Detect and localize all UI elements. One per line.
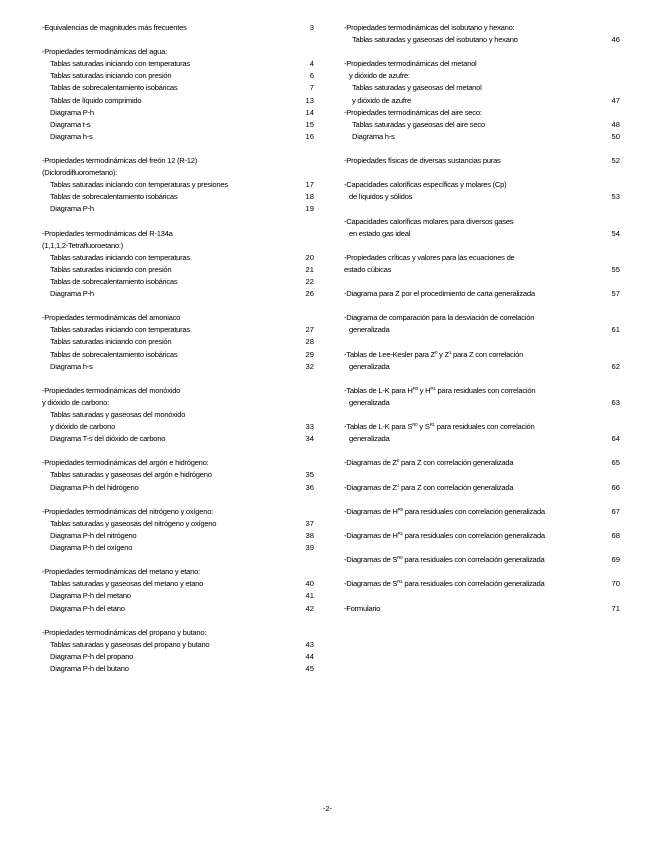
- toc-entry-text: Tablas saturadas iniciando con temperaturas y presiones: [50, 180, 228, 190]
- toc-entry-page: 20: [305, 252, 314, 262]
- toc-entry: [344, 578, 620, 590]
- toc-entry-text: Diagrama P-h: [50, 289, 94, 299]
- spacer: [42, 554, 314, 566]
- spacer: [344, 143, 620, 155]
- toc-entry: [344, 179, 620, 191]
- toc-entry: [42, 349, 314, 361]
- toc-entry-text: Tablas saturadas iniciando con temperaturas: [50, 252, 190, 262]
- toc-entry-text: -Diagramas de $S^{R0}$ para residuales con correlación generalizada: [344, 555, 545, 565]
- toc-entry-page: 18: [305, 192, 314, 202]
- toc-entry: [344, 264, 620, 276]
- toc-entry-text: -Propiedades termodinámicas del argón e hidrógeno:: [42, 458, 209, 468]
- toc-entry-text: -Propiedades termodinámicas del nitrógeno y oxígeno:: [42, 506, 214, 516]
- toc-entry-text: Tablas saturadas y gaseosas del monóxido: [50, 410, 186, 419]
- toc-entry-page: 17: [305, 180, 314, 190]
- toc-entry-page: 32: [305, 361, 314, 371]
- toc-entry: [344, 82, 620, 94]
- spacer: [344, 590, 620, 602]
- toc-entry-page: 40: [305, 579, 314, 589]
- toc-entry-text: Diagrama h-s: [50, 131, 93, 141]
- toc-entry-page: 28: [305, 337, 314, 347]
- toc-entry-text: Diagrama P-h del butano: [50, 663, 129, 673]
- toc-entry: [42, 603, 314, 615]
- spacer: [344, 469, 620, 481]
- toc-entry-text: Tablas saturadas iniciando con presión: [50, 264, 172, 274]
- toc-entry: [42, 324, 314, 336]
- toc-entry-page: 39: [305, 543, 314, 553]
- toc-entry-text: Diagrama h-s: [50, 361, 93, 371]
- spacer: [344, 445, 620, 457]
- toc-entry: [42, 46, 314, 58]
- toc-entry: [42, 469, 314, 481]
- toc-entry-text: -Propiedades termodinámicas del amoniaco: [42, 313, 181, 323]
- toc-entry-text: -Propiedades termodinámicas del metanol: [344, 59, 477, 69]
- spacer: [42, 445, 314, 457]
- toc-entry-text: Tablas saturadas y gaseosas del metanol: [352, 83, 482, 93]
- toc-entry: [344, 397, 620, 409]
- toc-entry-text: -Diagramas de $H^{R1}$ para residuales con correlación generalizada: [344, 530, 545, 540]
- toc-entry-page: 26: [305, 289, 314, 299]
- toc-entry-page: 48: [611, 119, 620, 129]
- toc-entry-text: -Tablas de L-K para $S^{R0}$ y $S^{R1}$ para residuales con correlación: [344, 422, 535, 432]
- toc-entry-text: generalizada: [349, 434, 390, 444]
- toc-entry: [42, 95, 314, 107]
- toc-entry-text: -Propiedades termodinámicas del aire seco:: [344, 107, 482, 117]
- toc-entry-text: Tablas saturadas y gaseosas del argón e hidrógeno: [50, 470, 212, 480]
- toc-entry-text: Tablas saturadas iniciando con temperaturas: [50, 59, 190, 69]
- toc-entry: [344, 385, 620, 397]
- toc-entry: [344, 228, 620, 240]
- spacer: [344, 518, 620, 530]
- toc-entry-page: 6: [309, 71, 314, 81]
- toc-entry-text: estado cúbicas: [344, 264, 392, 274]
- toc-entry: [42, 58, 314, 70]
- toc-entry-text: -Tablas de L-K para $H^{R0}$ y $H^{R1}$ para residuales con correlación: [344, 385, 536, 395]
- toc-entry: [42, 228, 314, 240]
- toc-entry-page: 16: [305, 131, 314, 141]
- toc-entry-page: 63: [611, 397, 620, 407]
- toc-entry: [42, 167, 314, 179]
- toc-right-column: [344, 22, 620, 615]
- toc-entry-text: -Propiedades físicas de diversas sustancias puras: [344, 156, 501, 166]
- toc-entry-text: -Propiedades termodinámicas del monóxido: [42, 385, 181, 395]
- toc-entry: [42, 240, 314, 252]
- toc-entry-text: Tablas saturadas y gaseosas del aire seco: [352, 119, 485, 129]
- toc-entry: [344, 119, 620, 131]
- toc-entry-text: Tablas saturadas iniciando con presión: [50, 337, 172, 347]
- toc-entry-text: Diagrama t-s: [50, 119, 91, 129]
- toc-entry: [344, 361, 620, 373]
- toc-entry: [344, 107, 620, 119]
- toc-entry: [42, 191, 314, 203]
- toc-entry-text: Diagrama P-h del etano: [50, 603, 125, 613]
- spacer: [42, 373, 314, 385]
- toc-entry-page: 57: [611, 289, 620, 299]
- toc-entry-text: -Propiedades termodinámicas del freón 12 (R-12): [42, 156, 197, 166]
- toc-entry-page: 47: [611, 95, 620, 105]
- toc-entry: [42, 506, 314, 518]
- toc-entry-page: 42: [305, 603, 314, 613]
- toc-entry: [42, 385, 314, 397]
- toc-entry: [344, 421, 620, 433]
- toc-entry: [344, 288, 620, 300]
- toc-entry-text: Diagrama h-s: [352, 131, 395, 141]
- toc-entry-page: 38: [305, 530, 314, 540]
- toc-entry: [344, 34, 620, 46]
- spacer: [42, 34, 314, 46]
- page-number: -2-: [322, 804, 333, 813]
- toc-entry-text: Diagrama P-h del oxígeno: [50, 543, 133, 553]
- spacer: [344, 409, 620, 421]
- toc-entry: [42, 530, 314, 542]
- toc-entry-page: 4: [309, 59, 314, 69]
- spacer: [344, 566, 620, 578]
- toc-entry-page: 33: [305, 422, 314, 432]
- toc-entry: [42, 119, 314, 131]
- toc-entry: [42, 542, 314, 554]
- toc-entry-text: Tablas saturadas iniciando con presión: [50, 71, 172, 81]
- toc-entry: [42, 518, 314, 530]
- toc-entry: [42, 22, 314, 34]
- toc-entry-text: Diagrama P-h del propano: [50, 651, 134, 661]
- spacer: [344, 46, 620, 58]
- toc-entry: [344, 312, 620, 324]
- toc-entry-text: Diagrama T-s del dióxido de carbono: [50, 434, 166, 444]
- toc-entry-text: -Tablas de Lee-Kesler para $Z^0$ y $Z^1$ para Z con correlación: [344, 349, 524, 359]
- toc-entry-page: 41: [305, 591, 314, 601]
- toc-entry-page: 52: [611, 156, 620, 166]
- toc-entry-page: 14: [305, 107, 314, 117]
- toc-entry: [344, 506, 620, 518]
- spacer: [42, 494, 314, 506]
- spacer: [344, 276, 620, 288]
- toc-entry-text: -Propiedades críticas y valores para las ecuaciones de: [344, 252, 515, 262]
- toc-entry: [344, 530, 620, 542]
- toc-entry-text: y dióxido de carbono: [50, 422, 116, 432]
- toc-entry-text: -Propiedades termodinámicas del propano y butano:: [42, 627, 207, 637]
- spacer: [42, 143, 314, 155]
- toc-entry-page: 55: [611, 264, 620, 274]
- toc-entry-text: y dióxido de carbono:: [42, 397, 109, 407]
- toc-entry-text: -Formulario: [344, 603, 381, 613]
- toc-entry-page: 29: [305, 349, 314, 359]
- toc-entry-text: Tablas saturadas y gaseosas del nitrógeno y oxígeno: [50, 518, 217, 528]
- toc-entry-text: Diagrama P-h del metano: [50, 591, 131, 601]
- toc-entry-page: 36: [305, 482, 314, 492]
- toc-entry-page: 27: [305, 325, 314, 335]
- toc-entry-page: 46: [611, 35, 620, 45]
- toc-entry: [42, 107, 314, 119]
- toc-entry-page: 66: [611, 482, 620, 492]
- toc-entry: [344, 216, 620, 228]
- toc-entry-page: 71: [611, 603, 620, 613]
- toc-entry: [42, 639, 314, 651]
- toc-entry-text: -Diagramas de $S^{R1}$ para residuales con correlación generalizada: [344, 579, 545, 589]
- toc-entry-text: -Capacidades caloríficas molares para diversos gases: [344, 216, 514, 226]
- spacer: [344, 494, 620, 506]
- toc-entry-text: -Propiedades termodinámicas del R-134a: [42, 228, 173, 238]
- toc-entry-page: 50: [611, 131, 620, 141]
- toc-entry-text: y dióxido de azufre:: [349, 71, 410, 81]
- toc-entry-page: 7: [309, 83, 314, 93]
- toc-entry-page: 13: [305, 95, 314, 105]
- spacer: [42, 216, 314, 228]
- toc-entry-text: Tablas de sobrecalentamiento isobáricas: [50, 192, 178, 202]
- toc-entry-text: de líquidos y sólidos: [349, 192, 413, 202]
- toc-entry-page: 65: [611, 458, 620, 468]
- toc-entry: [344, 58, 620, 70]
- spacer: [42, 615, 314, 627]
- toc-entry: [344, 554, 620, 566]
- toc-entry-text: Tablas saturadas y gaseosas del isobutano y hexano: [352, 35, 518, 45]
- toc-entry: [42, 651, 314, 663]
- toc-entry-text: Tablas saturadas y gaseosas del metano y etano: [50, 579, 204, 589]
- toc-entry: [344, 457, 620, 469]
- toc-entry-page: 21: [305, 264, 314, 274]
- spacer: [344, 373, 620, 385]
- toc-entry: [42, 155, 314, 167]
- toc-entry-text: Diagrama P-h: [50, 204, 94, 214]
- toc-entry-page: 64: [611, 434, 620, 444]
- toc-entry: [344, 95, 620, 107]
- toc-entry-text: -Diagramas de $Z^1$ para Z con correlación generalizada: [344, 482, 514, 492]
- spacer: [344, 300, 620, 312]
- toc-entry-page: 61: [611, 325, 620, 335]
- toc-entry: [42, 578, 314, 590]
- spacer: [344, 167, 620, 179]
- toc-entry: [42, 82, 314, 94]
- toc-entry: [344, 131, 620, 143]
- toc-entry-text: Tablas saturadas y gaseosas del propano y butano: [50, 639, 210, 649]
- toc-entry-text: Tablas de sobrecalentamiento isobáricas: [50, 276, 178, 286]
- toc-entry-text: -Diagrama de comparación para la desviación de correlación: [344, 313, 535, 323]
- toc-entry: [42, 663, 314, 675]
- toc-entry: [42, 312, 314, 324]
- toc-entry-text: y dióxido de azufre: [352, 95, 411, 105]
- toc-entry: [344, 324, 620, 336]
- toc-entry-page: 62: [611, 361, 620, 371]
- toc-entry-page: 69: [611, 555, 620, 565]
- toc-entry-text: Diagrama P-h del nitrógeno: [50, 530, 137, 540]
- spacer: [42, 300, 314, 312]
- toc-entry-page: 43: [305, 639, 314, 649]
- toc-entry-text: en estado gas ideal: [349, 228, 411, 238]
- toc-entry-page: 44: [305, 651, 314, 661]
- toc-entry: [344, 482, 620, 494]
- toc-entry-text: -Diagrama para Z por el procedimiento de carta generalizada: [344, 289, 535, 299]
- toc-entry-text: Tablas de sobrecalentamiento isobáricas: [50, 83, 178, 93]
- toc-entry: [42, 131, 314, 143]
- toc-entry-text: -Propiedades termodinámicas del isobutano y hexano:: [344, 23, 515, 32]
- spacer: [344, 203, 620, 215]
- toc-entry-page: 35: [305, 470, 314, 480]
- toc-entry-page: 15: [305, 119, 314, 129]
- toc-entry-page: 54: [611, 228, 620, 238]
- toc-entry: [344, 349, 620, 361]
- toc-entry-page: 19: [305, 204, 314, 214]
- toc-entry-text: generalizada: [349, 397, 390, 407]
- toc-entry-page: 68: [611, 530, 620, 540]
- toc-entry-page: 34: [305, 434, 314, 444]
- toc-entry-text: -Diagramas de $H^{R0}$ para residuales con correlación generalizada: [344, 506, 545, 516]
- toc-entry: [42, 627, 314, 639]
- toc-entry-text: Tablas de sobrecalentamiento isobáricas: [50, 349, 178, 359]
- toc-entry-page: 70: [611, 579, 620, 589]
- toc-entry: [42, 397, 314, 409]
- toc-entry-text: Tablas saturadas iniciando con temperaturas: [50, 325, 190, 335]
- toc-entry: [42, 70, 314, 82]
- toc-entry: [344, 22, 620, 34]
- toc-entry: [344, 70, 620, 82]
- toc-entry: [42, 482, 314, 494]
- toc-entry-text: Diagrama P-h: [50, 107, 94, 117]
- toc-entry: [344, 603, 620, 615]
- toc-entry-page: 53: [611, 192, 620, 202]
- toc-entry-page: 45: [305, 663, 314, 673]
- toc-entry-text: -Diagramas de $Z^0$ para Z con correlación generalizada: [344, 458, 514, 468]
- toc-entry: [344, 433, 620, 445]
- toc-entry-text: (1,1,1,2-Tetrafluoroetano:): [42, 240, 124, 250]
- toc-left-column: [42, 22, 314, 675]
- toc-entry-text: -Equivalencias de magnitudes más frecuentes: [42, 23, 187, 32]
- toc-entry: [344, 191, 620, 203]
- toc-entry-text: -Capacidades caloríficas específicas y molares (Cp): [344, 180, 507, 190]
- toc-entry-text: generalizada: [349, 361, 390, 371]
- toc-entry-page: 3: [309, 23, 314, 32]
- toc-entry: [42, 288, 314, 300]
- toc-entry-text: -Propiedades termodinámicas del agua:: [42, 47, 167, 57]
- toc-entry-text: generalizada: [349, 325, 390, 335]
- toc-entry: [344, 155, 620, 167]
- spacer: [344, 240, 620, 252]
- toc-entry: [42, 409, 314, 421]
- toc-entry: [42, 590, 314, 602]
- toc-entry-text: Tablas de líquido comprimido: [50, 95, 142, 105]
- toc-entry-text: -Propiedades termodinámicas del metano y etano:: [42, 567, 200, 577]
- toc-entry-page: 37: [305, 518, 314, 528]
- toc-entry: [42, 566, 314, 578]
- toc-entry: [42, 361, 314, 373]
- toc-entry: [42, 421, 314, 433]
- toc-entry: [42, 264, 314, 276]
- spacer: [344, 336, 620, 348]
- toc-entry-text: (Diclorodifluorometano):: [42, 168, 118, 178]
- toc-entry: [42, 276, 314, 288]
- toc-entry-page: 22: [305, 276, 314, 286]
- toc-entry: [344, 252, 620, 264]
- spacer: [344, 542, 620, 554]
- toc-entry-text: Diagrama P-h del hidrógeno: [50, 482, 139, 492]
- toc-entry: [42, 179, 314, 191]
- toc-entry: [42, 457, 314, 469]
- toc-entry-page: 67: [611, 506, 620, 516]
- toc-entry: [42, 433, 314, 445]
- toc-entry: [42, 252, 314, 264]
- toc-entry: [42, 203, 314, 215]
- toc-entry: [42, 336, 314, 348]
